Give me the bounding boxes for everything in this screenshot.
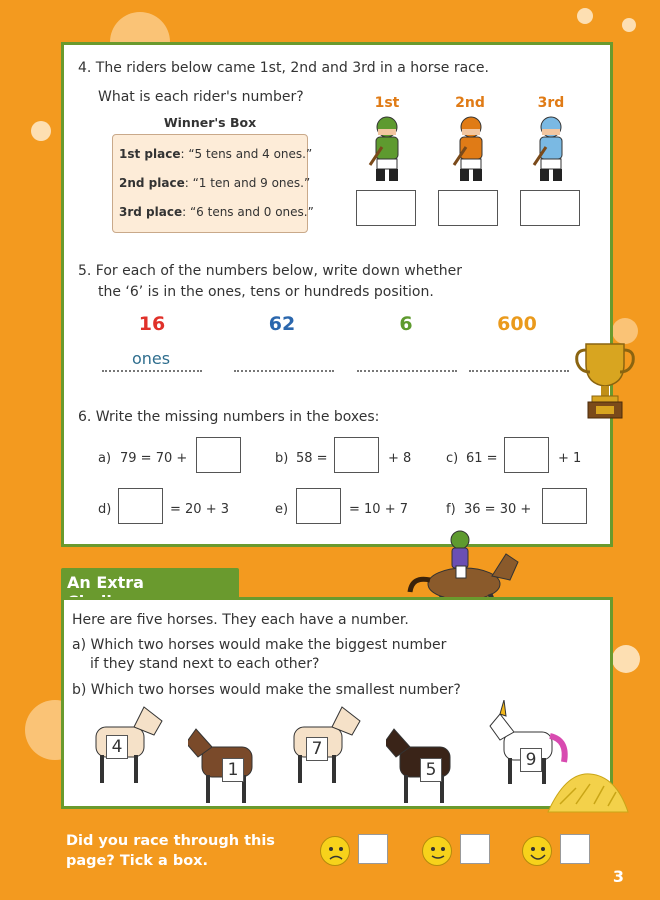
q5-answer-line-16[interactable] <box>102 370 202 372</box>
challenge-qb: b) Which two horses would make the smallest number? <box>72 682 461 698</box>
q6f-left: 36 = 30 + <box>464 502 532 517</box>
rider-3rd-icon <box>528 115 574 185</box>
q5-number-62: 62 <box>268 313 296 335</box>
happy-face-icon <box>522 836 552 866</box>
horse-card-1: 1 <box>222 758 244 782</box>
tick-box-easy[interactable] <box>560 834 590 864</box>
q6a-left: 79 = 70 + <box>120 451 188 466</box>
q5-answer-line-6[interactable] <box>357 370 457 372</box>
q6e-answer-box[interactable] <box>296 488 341 524</box>
q6c-left: 61 = <box>466 451 498 466</box>
q6c-right: + 1 <box>558 451 582 466</box>
bg-dot <box>622 18 636 32</box>
horse-card-9: 9 <box>520 748 542 772</box>
q5-answer-line-62[interactable] <box>234 370 334 372</box>
horse-card-4: 4 <box>106 735 128 759</box>
place-label-1st: 1st <box>374 95 400 111</box>
q6f-label: f) <box>446 502 456 517</box>
winners-box <box>112 115 314 230</box>
q6b-answer-box[interactable] <box>334 437 379 473</box>
place-label-3rd: 3rd <box>537 95 565 111</box>
bg-dot <box>577 8 593 24</box>
q5-prompt-line1: 5. For each of the numbers below, write down whether <box>78 263 462 279</box>
q6a-answer-box[interactable] <box>196 437 241 473</box>
challenge-qa-line1: a) Which two horses would make the biggest number <box>72 637 447 653</box>
q6b-right: + 8 <box>388 451 412 466</box>
answer-box-3rd[interactable] <box>520 190 580 226</box>
q5-example-answer: ones <box>132 349 171 368</box>
q5-number-600: 600 <box>497 313 537 335</box>
q6d-right: = 20 + 3 <box>170 502 229 517</box>
rider-2nd-icon <box>448 115 494 185</box>
hay-pile-icon <box>546 768 630 816</box>
answer-box-2nd[interactable] <box>438 190 498 226</box>
winner-line-3rd: 3rd place: “6 tens and 0 ones.” <box>119 205 314 219</box>
winner-line-1st: 1st place: “5 tens and 4 ones.” <box>119 147 313 161</box>
winners-box-title: Winner's Box <box>163 115 257 130</box>
answer-box-1st[interactable] <box>356 190 416 226</box>
q4-subprompt: What is each rider's number? <box>98 89 304 105</box>
bg-dot <box>31 121 51 141</box>
q6-prompt: 6. Write the missing numbers in the boxes: <box>78 409 380 425</box>
horse-card-7: 7 <box>306 737 328 761</box>
winner-line-2nd: 2nd place: “1 ten and 9 ones.” <box>119 176 311 190</box>
q6e-label: e) <box>275 502 289 517</box>
horse-4-icon <box>88 705 168 787</box>
q6d-answer-box[interactable] <box>118 488 163 524</box>
q6b-left: 58 = <box>296 451 328 466</box>
q6d-label: d) <box>98 502 112 517</box>
q6b-label: b) <box>275 451 289 466</box>
q5-number-16: 16 <box>138 313 166 335</box>
challenge-tab: An Extra <box>61 568 239 598</box>
challenge-panel <box>61 597 613 809</box>
q6c-answer-box[interactable] <box>504 437 549 473</box>
q4-prompt: 4. The riders below came 1st, 2nd and 3rd in a horse race. <box>78 60 489 76</box>
tick-box-okay[interactable] <box>460 834 490 864</box>
q6a-label: a) <box>98 451 112 466</box>
horse-card-5: 5 <box>420 758 442 782</box>
place-label-2nd: 2nd <box>455 95 485 111</box>
rider-1st-icon <box>364 115 410 185</box>
questions-panel <box>61 42 613 547</box>
worried-face-icon <box>320 836 350 866</box>
q6f-answer-box[interactable] <box>542 488 587 524</box>
q6e-right: = 10 + 7 <box>349 502 408 517</box>
q5-answer-line-600[interactable] <box>469 370 569 372</box>
self-assessment-prompt: Did you race through this page? Tick a box. <box>66 833 275 869</box>
trophy-icon <box>574 340 636 422</box>
tick-box-difficult[interactable] <box>358 834 388 864</box>
page-number: 3 <box>612 867 624 886</box>
neutral-face-icon <box>422 836 452 866</box>
bg-dot <box>612 645 640 673</box>
q5-prompt-line2: the ‘6’ is in the ones, tens or hundreds position. <box>98 284 434 300</box>
q5-number-6: 6 <box>399 313 413 335</box>
challenge-qa-line2: if they stand next to each other? <box>90 656 320 672</box>
challenge-intro: Here are five horses. They each have a number. <box>72 612 409 628</box>
q6c-label: c) <box>446 451 459 466</box>
